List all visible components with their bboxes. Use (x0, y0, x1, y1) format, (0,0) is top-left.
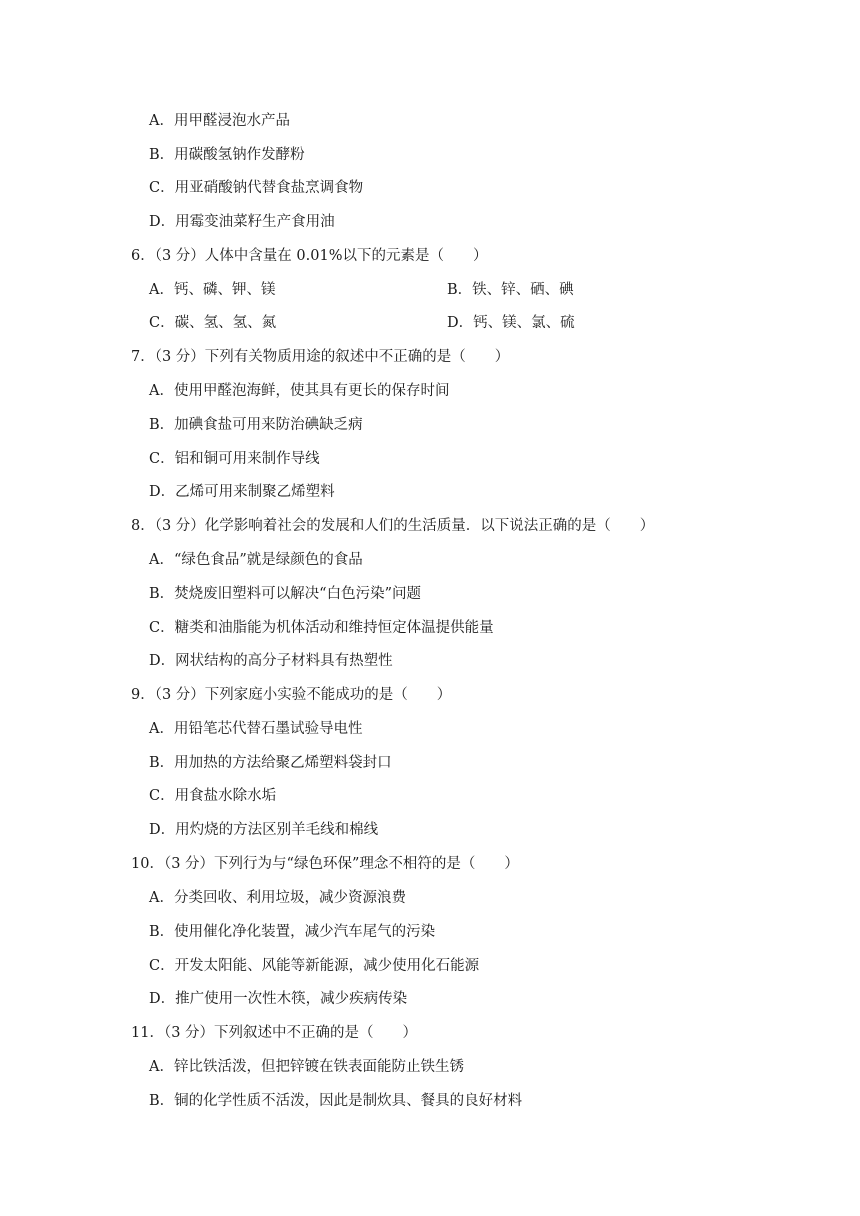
q11-option-a: A．锌比铁活泼，但把锌镀在铁表面能防止铁生锈 (149, 1059, 464, 1075)
q7-option-b: B．加碘食盐可用来防治碘缺乏病 (149, 417, 363, 433)
q10-option-a: A．分类回收、利用垃圾，减少资源浪费 (149, 890, 406, 906)
q7-option-d: D．乙烯可用来制聚乙烯塑料 (149, 484, 335, 500)
q9-option-c: C．用食盐水除水垢 (149, 788, 277, 804)
q8-stem: 8．（3 分）化学影响着社会的发展和人们的生活质量．以下说法正确的是（ ） (131, 518, 655, 534)
q7-option-c: C．铝和铜可用来制作导线 (149, 451, 320, 467)
q10-option-b: B．使用催化净化装置，减少汽车尾气的污染 (149, 924, 436, 940)
q8-option-a: A．“绿色食品”就是绿颜色的食品 (149, 552, 363, 568)
q7-option-a: A．使用甲醛泡海鲜，使其具有更长的保存时间 (149, 383, 450, 399)
q8-option-d: D．网状结构的高分子材料具有热塑性 (149, 653, 393, 669)
q6-option-b: B．铁、锌、硒、碘 (447, 282, 574, 298)
q5-option-c: C．用亚硝酸钠代替食盐烹调食物 (149, 180, 364, 196)
q10-option-c: C．开发太阳能、风能等新能源，减少使用化石能源 (149, 958, 480, 974)
q6-option-a: A．钙、磷、钾、镁 (149, 282, 276, 298)
q11-option-b: B．铜的化学性质不活泼，因此是制炊具、餐具的良好材料 (149, 1093, 523, 1109)
q10-option-d: D．推广使用一次性木筷，减少疾病传染 (149, 991, 408, 1007)
q8-option-b: B．焚烧废旧塑料可以解决“白色污染”问题 (149, 586, 421, 602)
q10-stem: 10．（3 分）下列行为与“绿色环保”理念不相符的是（ ） (131, 856, 519, 872)
q9-option-d: D．用灼烧的方法区别羊毛线和棉线 (149, 822, 379, 838)
q9-option-b: B．用加热的方法给聚乙烯塑料袋封口 (149, 755, 392, 771)
q6-option-d: D．钙、镁、氯、硫 (447, 315, 575, 331)
q11-stem: 11．（3 分）下列叙述中不正确的是（ ） (131, 1025, 418, 1041)
q7-stem: 7．（3 分）下列有关物质用途的叙述中不正确的是（ ） (131, 349, 510, 365)
q5-option-b: B．用碳酸氢钠作发酵粉 (149, 147, 305, 163)
q6-stem: 6．（3 分）人体中含量在 0.01%以下的元素是（ ） (131, 248, 488, 264)
q5-option-d: D．用霉变油菜籽生产食用油 (149, 214, 335, 230)
q6-option-c: C．碳、氢、氢、氮 (149, 315, 277, 331)
q9-option-a: A．用铅笔芯代替石墨试验导电性 (149, 721, 363, 737)
q9-stem: 9．（3 分）下列家庭小实验不能成功的是（ ） (131, 687, 452, 703)
q5-option-a: A．用甲醛浸泡水产品 (149, 113, 290, 129)
q8-option-c: C．糖类和油脂能为机体活动和维持恒定体温提供能量 (149, 620, 494, 636)
